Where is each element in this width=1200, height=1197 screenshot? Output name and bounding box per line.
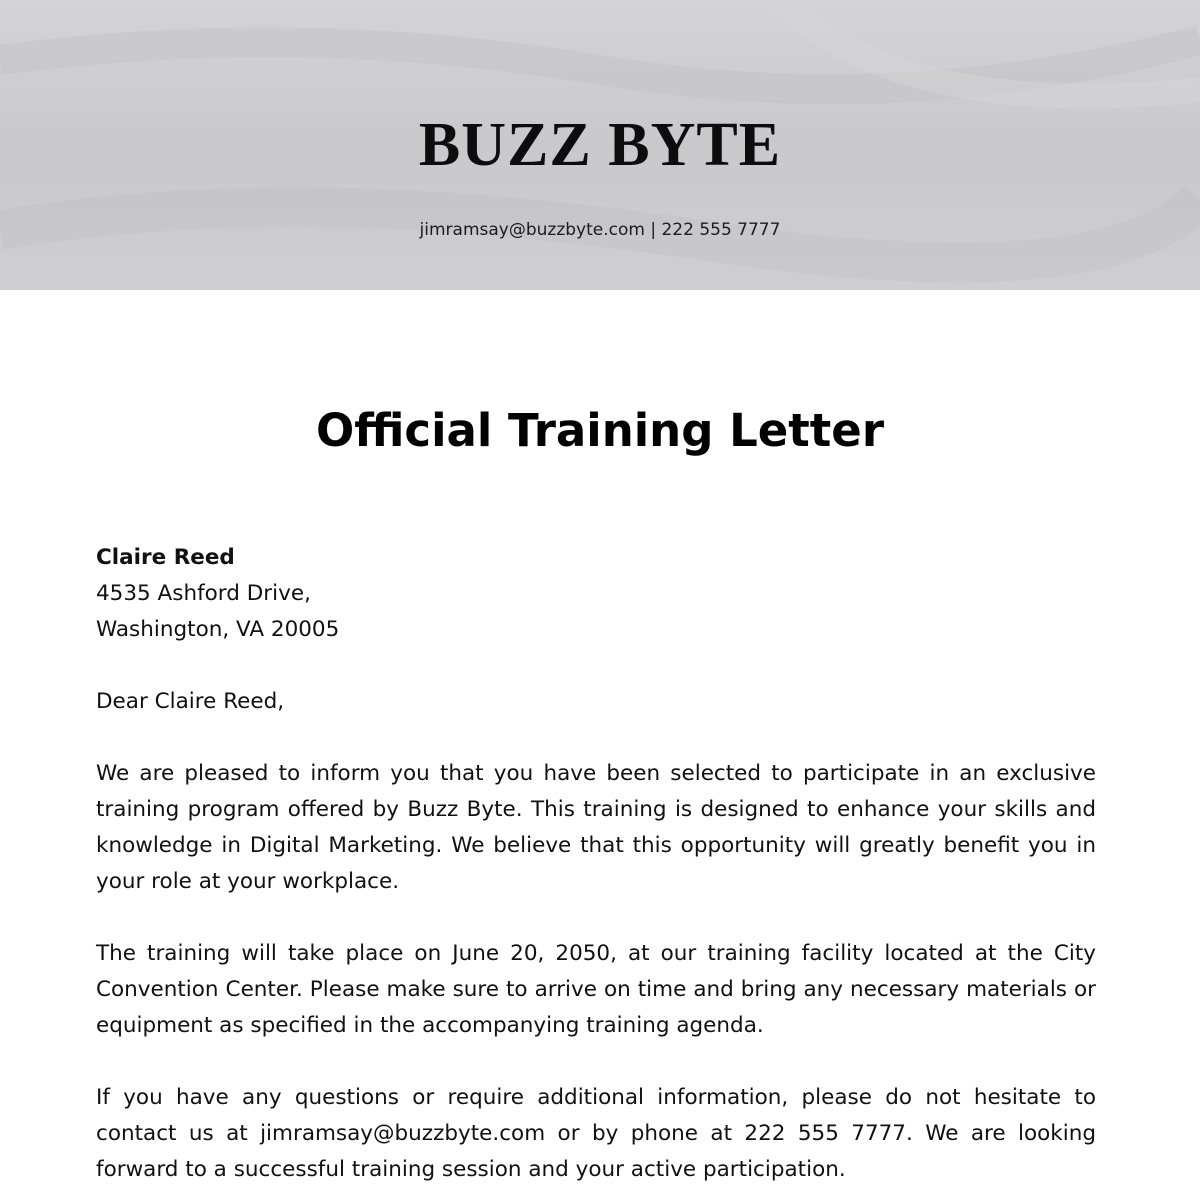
paragraph-contact: If you have any questions or require additional information, please do not hesitate to contact us at jimramsay@buzzbyte.com or by phone at 222 555 7777. We are looking forward to a successful training session and your active participation. — [96, 1085, 1096, 1182]
recipient-address-line-1: 4535 Ashford Drive, — [96, 581, 311, 606]
letter-body — [96, 540, 1096, 1188]
contact-line: jimramsay@buzzbyte.com | 222 555 7777 — [419, 220, 781, 240]
recipient-address-block — [96, 540, 1096, 648]
recipient-name: Claire Reed — [96, 545, 235, 570]
paragraph-schedule: The training will take place on June 20, 2050, at our training facility located at the City Convention Center. Please make sure to arrive on time and bring any necessary materials or equipment as specified in the accompanying training agenda. — [96, 941, 1096, 1038]
company-logo-wordmark: BUZZ BYTE — [418, 111, 782, 179]
letterhead-banner — [0, 0, 1200, 290]
page-title: Official Training Letter — [315, 404, 885, 457]
recipient-address-line-2: Washington, VA 20005 — [96, 617, 340, 642]
paragraph-intro: We are pleased to inform you that you have been selected to participate in an exclusive training program offered by Buzz Byte. This training is designed to enhance your skills and knowledge in Digital Marketing. We believe that this opportunity will greatly benefit you in your role at your workplace. — [96, 761, 1096, 894]
salutation: Dear Claire Reed, — [96, 689, 285, 714]
